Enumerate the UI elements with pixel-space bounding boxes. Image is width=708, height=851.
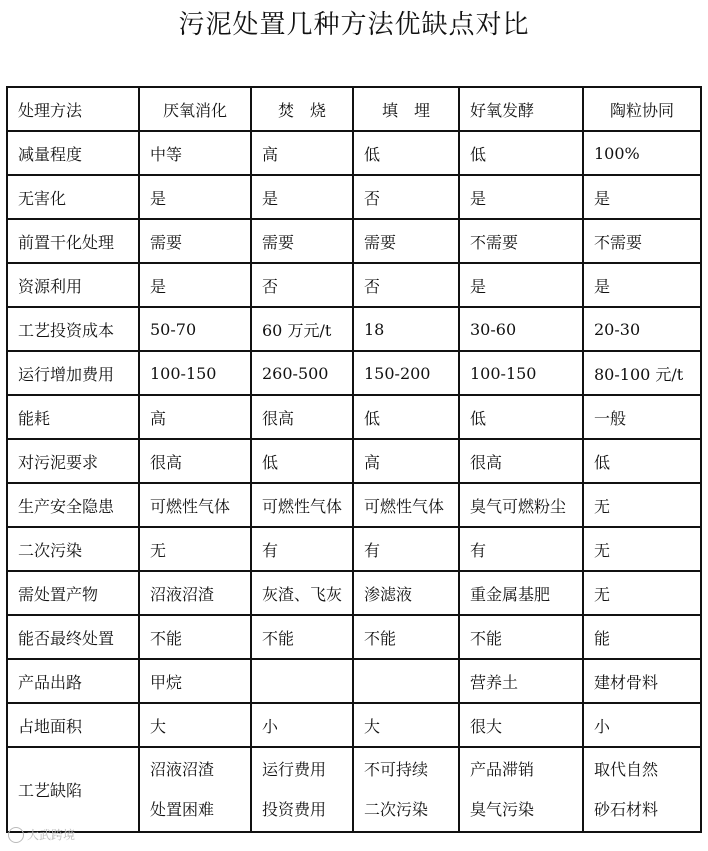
table-cell: 是 <box>459 263 583 307</box>
table-cell: 建材骨料 <box>583 659 701 703</box>
table-cell: 小 <box>583 703 701 747</box>
table-cell: 低 <box>459 395 583 439</box>
table-cell: 60 万元/t <box>251 307 353 351</box>
header-anaerobic-digestion: 厌氧消化 <box>139 87 251 131</box>
table-cell: 沼液沼渣 <box>139 571 251 615</box>
row-label: 需处置产物 <box>7 571 139 615</box>
table-cell: 不能 <box>353 615 459 659</box>
cell-line: 砂石材料 <box>594 799 659 819</box>
table-cell: 高 <box>251 131 353 175</box>
row-label: 无害化 <box>7 175 139 219</box>
table-cell: 高 <box>139 395 251 439</box>
row-label: 前置干化处理 <box>7 219 139 263</box>
table-cell <box>583 747 701 832</box>
table-cell: 大 <box>139 703 251 747</box>
table-cell: 很高 <box>139 439 251 483</box>
cell-line: 运行费用 <box>262 759 327 779</box>
row-label: 二次污染 <box>7 527 139 571</box>
table-cell: 否 <box>251 263 353 307</box>
table-cell: 需要 <box>251 219 353 263</box>
table-cell: 低 <box>583 439 701 483</box>
table-cell: 小 <box>251 703 353 747</box>
table-cell: 重金属基肥 <box>459 571 583 615</box>
table-cell <box>353 747 459 832</box>
table-cell: 100% <box>583 131 701 175</box>
page-title: 污泥处置几种方法优缺点对比 <box>178 10 530 40</box>
cell-line: 二次污染 <box>364 799 429 819</box>
table-cell: 大 <box>353 703 459 747</box>
table-cell: 需要 <box>139 219 251 263</box>
table-cell: 很大 <box>459 703 583 747</box>
table-cell: 不能 <box>251 615 353 659</box>
table-cell: 很高 <box>459 439 583 483</box>
table-row <box>7 351 701 395</box>
header-landfill: 填 埋 <box>353 87 459 131</box>
table-cell: 臭气可燃粉尘 <box>459 483 583 527</box>
table-cell: 低 <box>251 439 353 483</box>
table-cell: 甲烷 <box>139 659 251 703</box>
table-cell: 很高 <box>251 395 353 439</box>
cell-line: 投资费用 <box>262 799 327 819</box>
table-row <box>7 175 701 219</box>
table-cell: 50-70 <box>139 307 251 351</box>
row-label: 减量程度 <box>7 131 139 175</box>
table-cell: 80-100 元/t <box>583 351 701 395</box>
table-cell: 有 <box>251 527 353 571</box>
table-row <box>7 219 701 263</box>
table-row <box>7 263 701 307</box>
row-label: 对污泥要求 <box>7 439 139 483</box>
table-cell: 18 <box>353 307 459 351</box>
table-cell: 有 <box>459 527 583 571</box>
cell-line: 取代自然 <box>594 759 659 779</box>
table-cell: 是 <box>583 263 701 307</box>
row-label: 能耗 <box>7 395 139 439</box>
table-row <box>7 395 701 439</box>
table-cell: 20-30 <box>583 307 701 351</box>
table-cell: 低 <box>459 131 583 175</box>
table-cell: 否 <box>353 175 459 219</box>
table-row <box>7 615 701 659</box>
header-ceramsite-coprocessing: 陶粒协同 <box>583 87 701 131</box>
cell-line: 产品滞销 <box>470 759 535 779</box>
table-cell: 营养土 <box>459 659 583 703</box>
table-row <box>7 307 701 351</box>
comparison-table <box>6 86 702 833</box>
table-cell: 能 <box>583 615 701 659</box>
cell-line: 不可持续 <box>364 759 429 779</box>
table-cell: 100-150 <box>139 351 251 395</box>
table-cell: 低 <box>353 395 459 439</box>
table-cell: 无 <box>139 527 251 571</box>
table-cell <box>251 747 353 832</box>
table-cell <box>251 659 353 703</box>
table-cell: 需要 <box>353 219 459 263</box>
table-cell: 是 <box>251 175 353 219</box>
table-row <box>7 131 701 175</box>
table-row <box>7 703 701 747</box>
header-aerobic-composting: 好氧发酵 <box>459 87 583 131</box>
row-label: 产品出路 <box>7 659 139 703</box>
table-cell: 是 <box>139 175 251 219</box>
table-cell <box>353 659 459 703</box>
table-cell: 低 <box>353 131 459 175</box>
watermark-logo-icon <box>8 827 24 843</box>
header-method: 处理方法 <box>7 87 139 131</box>
table-cell: 无 <box>583 483 701 527</box>
table-cell: 不能 <box>139 615 251 659</box>
table-cell: 无 <box>583 571 701 615</box>
row-label: 占地面积 <box>7 703 139 747</box>
table-row-defects <box>7 747 701 832</box>
table-cell: 不需要 <box>459 219 583 263</box>
table-cell: 30-60 <box>459 307 583 351</box>
table-cell: 是 <box>459 175 583 219</box>
table-cell: 150-200 <box>353 351 459 395</box>
row-label: 资源利用 <box>7 263 139 307</box>
table-cell <box>139 747 251 832</box>
table-cell: 可燃性气体 <box>139 483 251 527</box>
table-cell: 高 <box>353 439 459 483</box>
table-cell: 无 <box>583 527 701 571</box>
table-cell: 可燃性气体 <box>251 483 353 527</box>
table-row <box>7 659 701 703</box>
table-cell: 可燃性气体 <box>353 483 459 527</box>
table-cell: 中等 <box>139 131 251 175</box>
table-cell: 260-500 <box>251 351 353 395</box>
table-header-row <box>7 87 701 131</box>
header-incineration: 焚 烧 <box>251 87 353 131</box>
table-cell: 是 <box>139 263 251 307</box>
cell-line: 沼液沼渣 <box>150 759 215 779</box>
table-row <box>7 439 701 483</box>
row-label: 能否最终处置 <box>7 615 139 659</box>
table-cell: 一般 <box>583 395 701 439</box>
row-label: 工艺投资成本 <box>7 307 139 351</box>
table-cell: 不需要 <box>583 219 701 263</box>
table-cell <box>459 747 583 832</box>
table-cell: 有 <box>353 527 459 571</box>
table-cell: 渗滤液 <box>353 571 459 615</box>
table-cell: 否 <box>353 263 459 307</box>
table-row <box>7 571 701 615</box>
cell-line: 处置困难 <box>150 799 215 819</box>
table-cell: 灰渣、飞灰 <box>251 571 353 615</box>
table-row <box>7 527 701 571</box>
row-label: 生产安全隐患 <box>7 483 139 527</box>
cell-line: 臭气污染 <box>470 799 535 819</box>
row-label: 工艺缺陷 <box>7 747 139 832</box>
watermark <box>8 826 75 844</box>
table-cell: 100-150 <box>459 351 583 395</box>
table-cell: 是 <box>583 175 701 219</box>
table-cell: 不能 <box>459 615 583 659</box>
row-label: 运行增加费用 <box>7 351 139 395</box>
table-row <box>7 483 701 527</box>
watermark-text: 大武跨境 <box>27 827 76 842</box>
